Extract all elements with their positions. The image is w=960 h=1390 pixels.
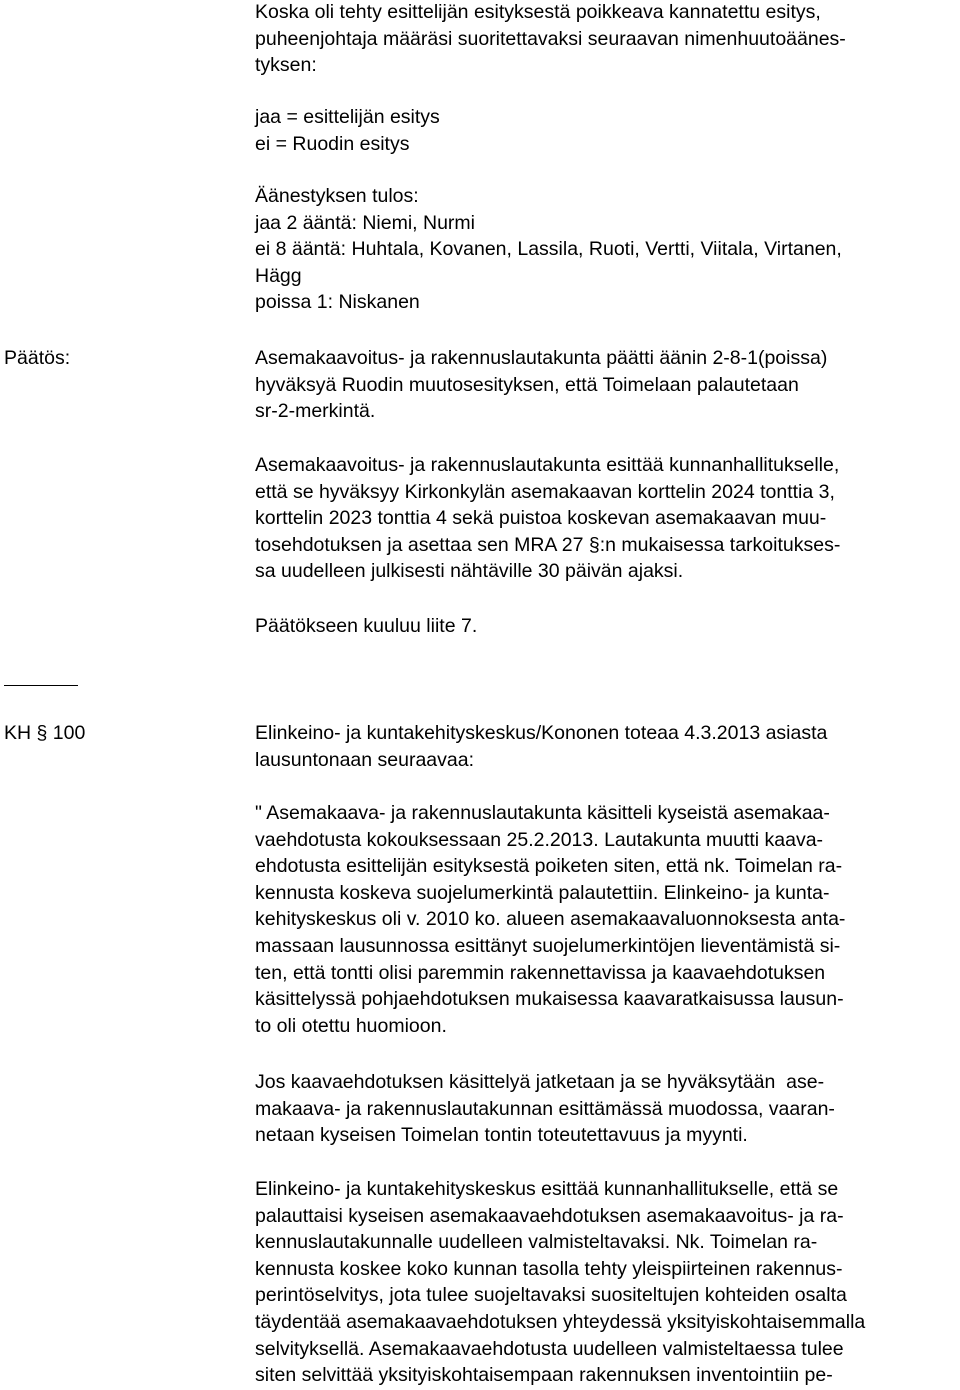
text-line: netaan kyseisen Toimelan tontin toteutettavuus ja myynti. <box>255 1124 748 1147</box>
paragraph-statement-intro <box>255 720 955 773</box>
paragraph-recommendation <box>255 1176 955 1389</box>
text-line: Koska oli tehty esittelijän esityksestä poikkeava kannatettu esitys, <box>255 1 821 23</box>
paragraph-risk <box>255 1069 955 1149</box>
text-line: ehdotusta esittelijän esityksestä poiketen siten, että nk. Toimelan ra- <box>255 855 843 878</box>
section-divider <box>4 685 78 686</box>
text-line: käsittelyssä pohjaehdotuksen mukaisessa kaavaratkaisussa lausun- <box>255 988 844 1011</box>
text-line: Asemakaavoitus- ja rakennuslautakunta esittää kunnanhallitukselle, <box>255 454 840 476</box>
text-line: Päätökseen kuuluu liite 7. <box>255 615 478 637</box>
text-line: lausuntonaan seuraavaa: <box>255 748 475 771</box>
text-line: to oli otettu huomioon. <box>255 1014 447 1037</box>
text-line: ten, että tontti olisi paremmin rakennettavissa ja kaavaehdotuksen <box>255 961 826 984</box>
text-line: Elinkeino- ja kuntakehityskeskus/Kononen toteaa 4.3.2013 asiasta <box>255 722 828 744</box>
paragraph-proposal <box>255 452 955 585</box>
paragraph-vote-intro <box>255 0 955 79</box>
text-line: Asemakaavoitus- ja rakennuslautakunta päätti äänin 2-8-1(poissa) <box>255 347 828 369</box>
text-line: hyväksyä Ruodin muutosesityksen, että Toimelaan palautetaan <box>255 373 799 396</box>
text-line: Hägg <box>255 264 302 287</box>
text-line: tyksen: <box>255 54 317 77</box>
text-line: että se hyväksyy Kirkonkylän asemakaavan korttelin 2024 tonttia 3, <box>255 480 835 503</box>
text-line: " Asemakaava- ja rakennuslautakunta käsitteli kyseistä asemakaa- <box>255 802 830 824</box>
text-line: ei = Ruodin esitys <box>255 132 410 155</box>
text-line: ei 8 ääntä: Huhtala, Kovanen, Lassila, Ruoti, Vertti, Viitala, Virtanen, <box>255 238 842 261</box>
text-line: jaa 2 ääntä: Niemi, Nurmi <box>255 211 476 234</box>
item-number-label: KH § 100 <box>4 722 86 744</box>
text-line: Äänestyksen tulos: <box>255 185 419 207</box>
text-line: sr-2-merkintä. <box>255 400 376 423</box>
text-line: makaava- ja rakennuslautakunnan esittämässä muodossa, vaaran- <box>255 1097 835 1120</box>
text-line: palauttaisi kyseisen asemakaavaehdotuksen asemakaavoitus- ja ra- <box>255 1204 844 1227</box>
text-line: jaa = esittelijän esitys <box>255 106 440 128</box>
paragraph-attachment <box>255 613 955 640</box>
paragraph-vote-result <box>255 183 955 316</box>
text-line: perintöselvitys, jota tulee suojeltavaksi suositeltujen kohteiden osalta <box>255 1284 847 1307</box>
paragraph-decision <box>255 345 955 425</box>
text-line: selvityksellä. Asemakaavaehdotusta uudelleen valmisteltaessa tulee <box>255 1337 844 1360</box>
decision-label: Päätös: <box>4 347 71 369</box>
text-line: kennuslautakunnalle uudelleen valmisteltavaksi. Nk. Toimelan ra- <box>255 1231 818 1254</box>
paragraph-vote-options <box>255 104 955 157</box>
text-line: sa uudelleen julkisesti nähtäville 30 päivän ajaksi. <box>255 560 684 583</box>
text-line: Elinkeino- ja kuntakehityskeskus esittää kunnanhallitukselle, että se <box>255 1178 839 1200</box>
text-line: täydentää asemakaavaehdotuksen yhteydessä yksityiskohtaisemmalla <box>255 1310 866 1333</box>
text-line: siten selvittää yksityiskohtaisempaan rakennuksen inventointiin pe- <box>255 1364 833 1387</box>
text-line: tosehdotuksen ja asettaa sen MRA 27 §:n mukaisessa tarkoitukses- <box>255 533 841 556</box>
text-line: kennusta koskeva suojelumerkintä palautettiin. Elinkeino- ja kunta- <box>255 881 830 904</box>
text-line: korttelin 2023 tonttia 4 sekä puistoa koskevan asemakaavan muu- <box>255 507 827 530</box>
text-line: poissa 1: Niskanen <box>255 291 420 314</box>
text-line: kennusta koskee koko kunnan tasolla tehty yleispiirteinen rakennus- <box>255 1257 843 1280</box>
paragraph-statement-body <box>255 800 955 1039</box>
text-line: puheenjohtaja määräsi suoritettavaksi seuraavan nimenhuutoäänes- <box>255 27 846 50</box>
text-line: massaan lausunnossa esittänyt suojelumerkintöjen lieventämistä si- <box>255 934 841 957</box>
text-line: vaehdotusta kokouksessaan 25.2.2013. Lautakunta muutti kaava- <box>255 828 824 851</box>
text-line: kehityskeskus oli v. 2010 ko. alueen asemakaavaluonnoksesta anta- <box>255 908 846 931</box>
text-line: Jos kaavaehdotuksen käsittelyä jatketaan ja se hyväksytään ase- <box>255 1071 825 1093</box>
